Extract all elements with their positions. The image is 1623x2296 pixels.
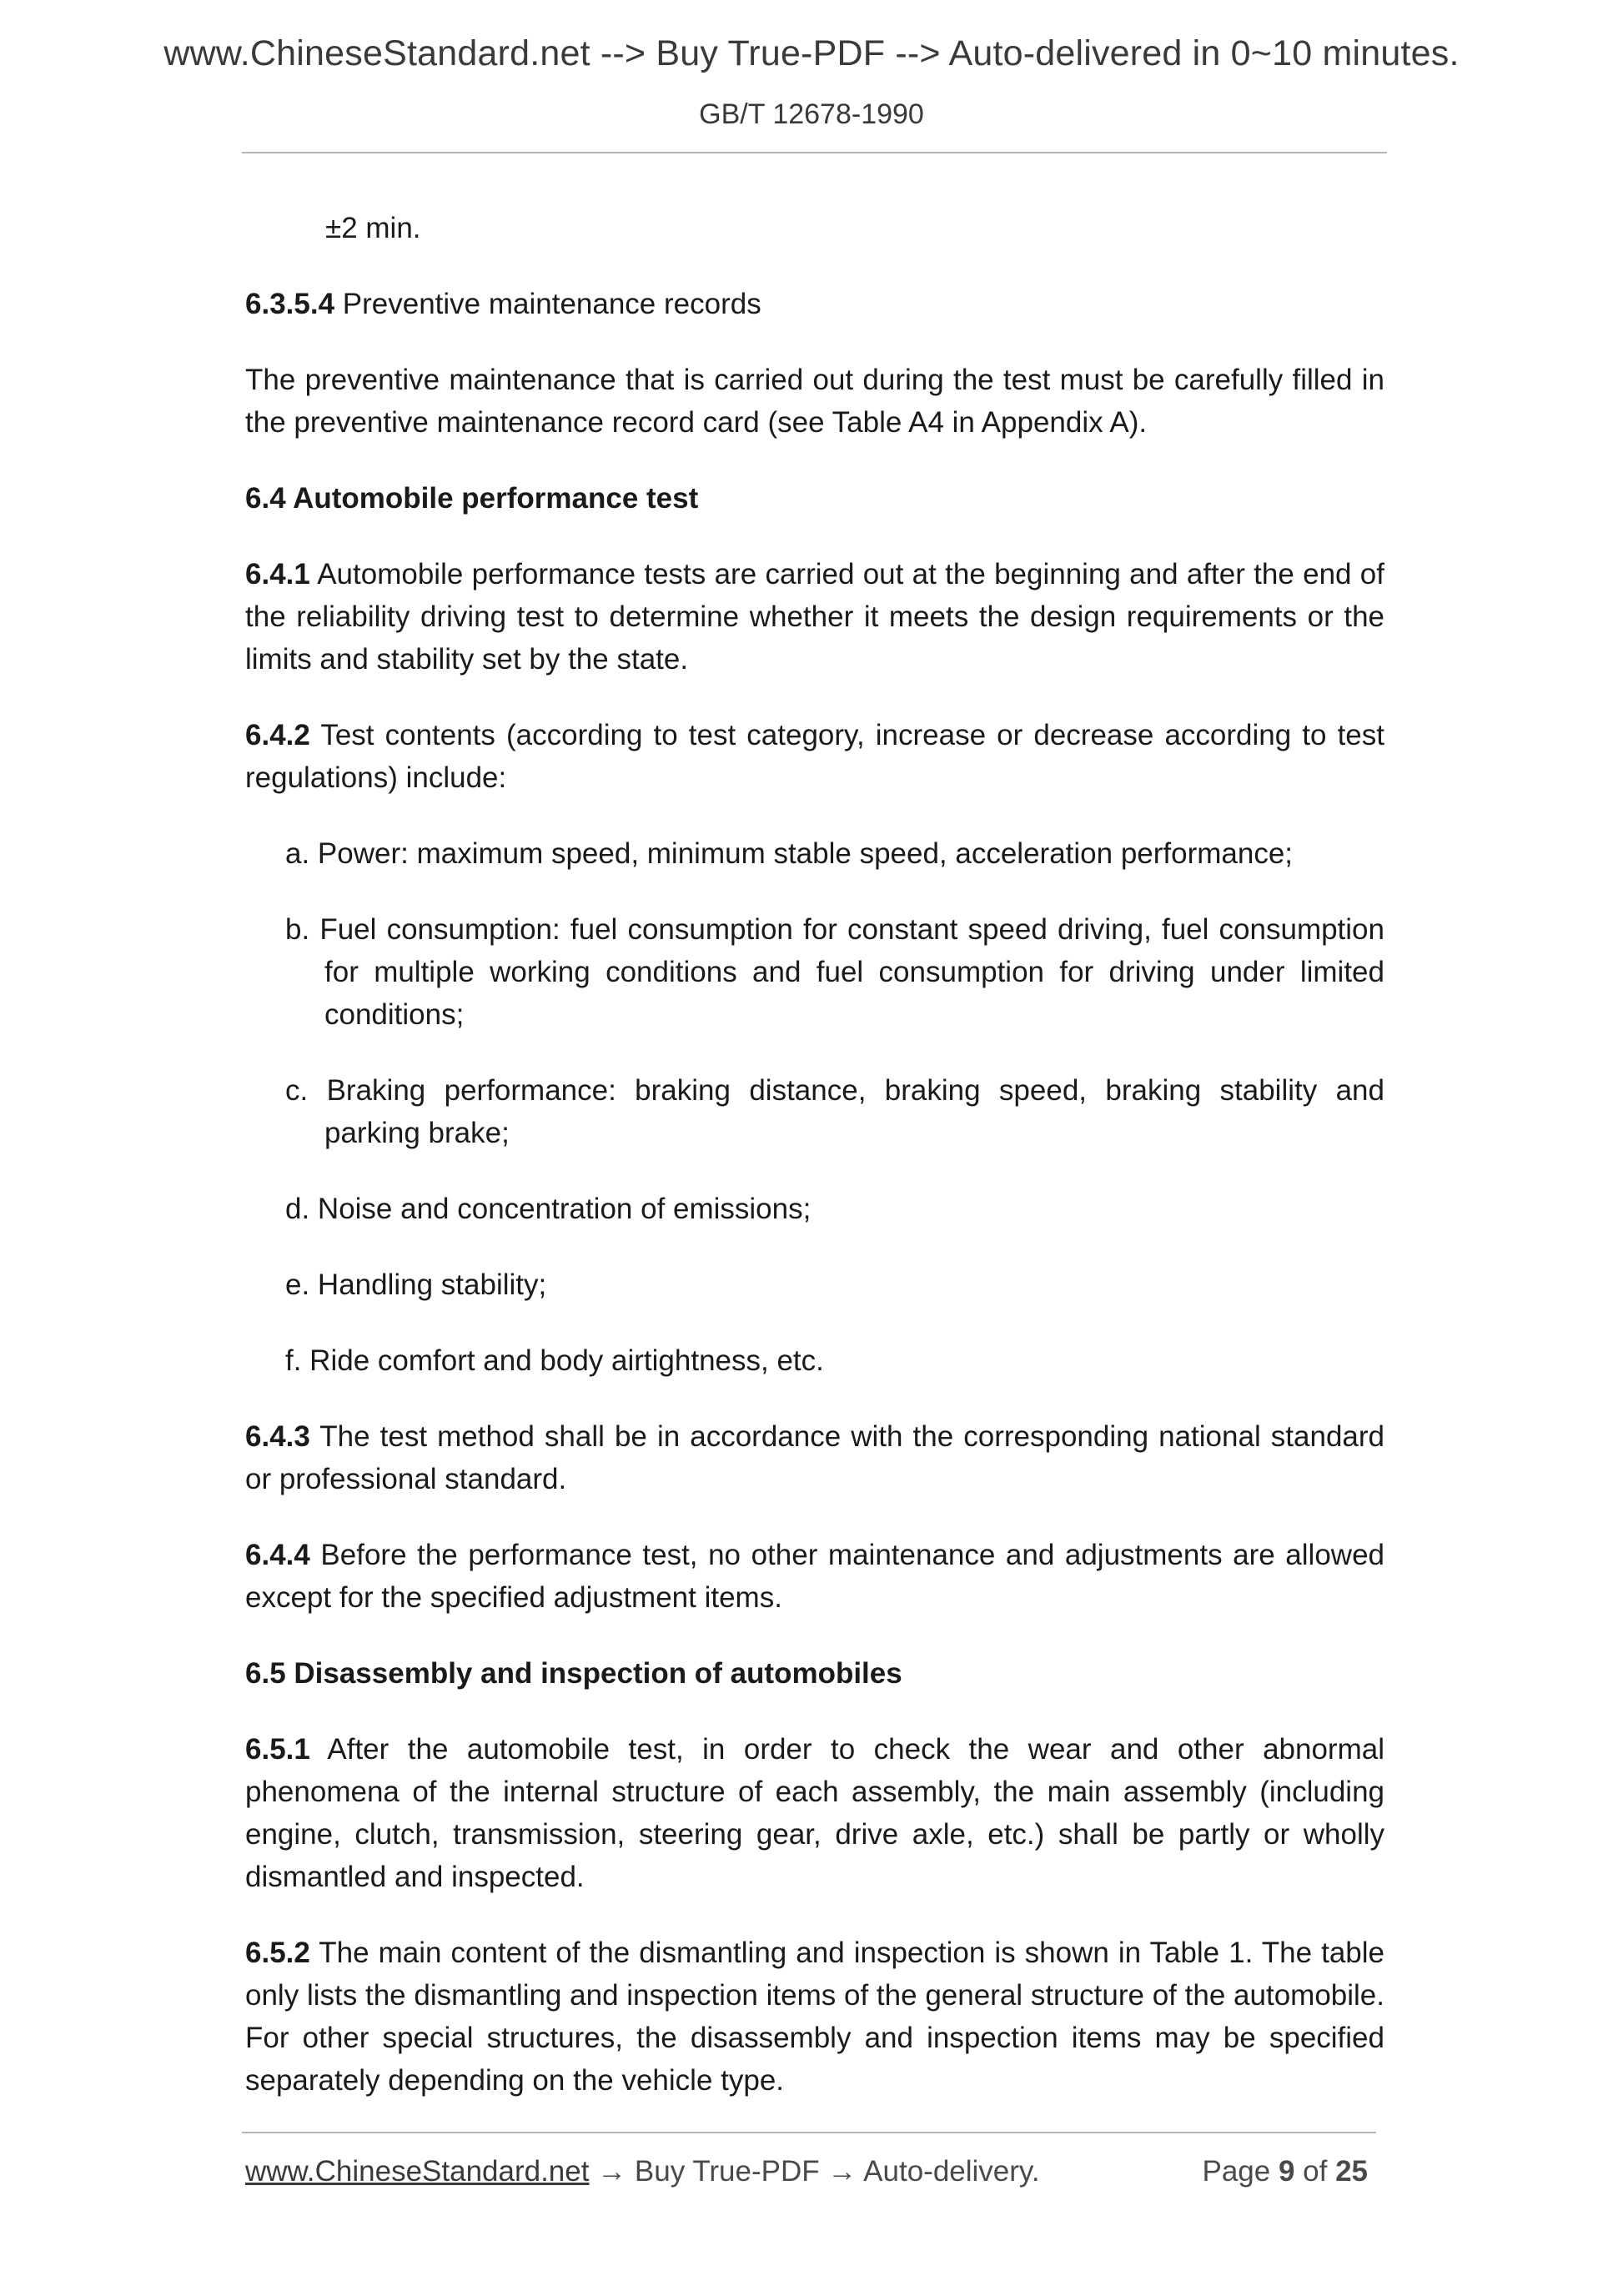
page-label: Page: [1202, 2155, 1279, 2188]
section-6-3-5-4-paragraph: The preventive maintenance that is carried out during the test must be carefully filled in the preventive maintenance record card (see Table A4 in Appendix A).: [245, 364, 1384, 439]
section-number: 6.5.1: [245, 1733, 310, 1766]
section-number: 6.4.4: [245, 1539, 310, 1571]
footer-tagline: → Buy True-PDF → Auto-delivery.: [589, 2155, 1040, 2188]
list-item-b: b. Fuel consumption: fuel consumption for constant speed driving, fuel consumption for multiple working conditions and fuel consumption for driving under limited conditions;: [285, 913, 1384, 1031]
section-6-4-3: [245, 1415, 1384, 1500]
section-text: Automobile performance tests are carried out at the beginning and after the end of the reliability driving test to determine whether it meets the design requirements or the limits and stability set by the state.: [245, 558, 1384, 676]
of-label: of: [1294, 2155, 1336, 2188]
continuation-text: ±2 min.: [325, 212, 421, 244]
standard-code: GB/T 12678-1990: [699, 98, 924, 130]
list-item-a: a. Power: maximum speed, minimum stable speed, acceleration performance;: [285, 837, 1294, 870]
section-text: Before the performance test, no other maintenance and adjustments are allowed except for the specified adjustment items.: [245, 1539, 1384, 1614]
footer-left: [245, 2155, 1040, 2188]
section-title: Preventive maintenance records: [334, 288, 761, 320]
section-number: 6.4.2: [245, 719, 310, 751]
current-page-number: 9: [1278, 2155, 1295, 2188]
section-number: 6.3.5.4: [245, 288, 335, 320]
page-footer: [245, 2155, 1376, 2197]
heading-6-4: 6.4 Automobile performance test: [245, 482, 699, 515]
section-6-5-1: [245, 1728, 1384, 1898]
section-text: After the automobile test, in order to check the wear and other abnormal phenomena of the internal structure of each assembly, the main assembly (including engine, clutch, transmission, steering gear, drive axle, etc.) shall be partly or wholly dismantled and inspected.: [245, 1733, 1384, 1893]
section-number: 6.5.2: [245, 1937, 310, 1969]
section-6-3-5-4-title: [245, 283, 1384, 325]
section-text: The main content of the dismantling and inspection is shown in Table 1. The table only lists the dismantling and inspection items of the general structure of the automobile. For other special structures, the disassembly and inspection items may be specified separately depending on the vehicle type.: [245, 1937, 1384, 2097]
document-body: [245, 207, 1384, 2135]
section-6-5-2: [245, 1932, 1384, 2102]
section-6-4-2: [245, 714, 1384, 799]
list-item-c: c. Braking performance: braking distance, braking speed, braking stability and parking brake;: [285, 1074, 1384, 1149]
header-banner: www.ChineseStandard.net --> Buy True-PDF --> Auto-delivered in 0~10 minutes.: [163, 33, 1460, 73]
header-divider: [242, 152, 1387, 153]
section-text: Test contents (according to test category, increase or decrease according to test regulations) include:: [245, 719, 1384, 794]
section-number: 6.4.1: [245, 558, 310, 590]
heading-6-5: 6.5 Disassembly and inspection of automobiles: [245, 1657, 902, 1690]
list-item-e: e. Handling stability;: [285, 1269, 547, 1301]
section-6-4-1: [245, 553, 1384, 681]
list-item-f: f. Ride comfort and body airtightness, etc.: [285, 1344, 824, 1377]
page-indicator: [1202, 2155, 1368, 2188]
section-text: The test method shall be in accordance with the corresponding national standard or professional standard.: [245, 1420, 1384, 1495]
section-number: 6.4.3: [245, 1420, 310, 1453]
footer-divider: [242, 2132, 1376, 2133]
website-link[interactable]: www.ChineseStandard.net: [245, 2155, 590, 2188]
section-6-4-4: [245, 1534, 1384, 1619]
total-pages-number: 25: [1335, 2155, 1368, 2188]
list-item-d: d. Noise and concentration of emissions;: [285, 1193, 812, 1225]
